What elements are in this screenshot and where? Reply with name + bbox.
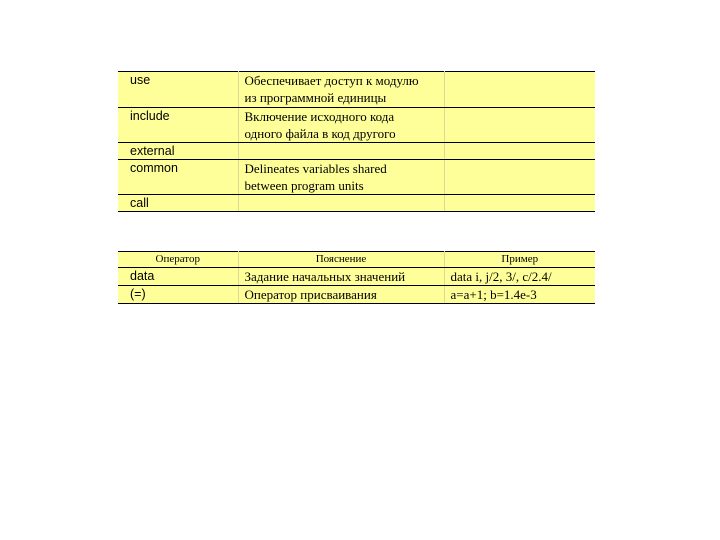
table-header-row xyxy=(118,252,595,268)
description-cell xyxy=(238,108,444,143)
example-cell xyxy=(444,72,595,108)
example-cell xyxy=(444,143,595,160)
table-row xyxy=(118,160,595,195)
column-header-operator: Оператор xyxy=(118,252,238,268)
table-row xyxy=(118,195,595,212)
description-line: Обеспечивает доступ к модулю xyxy=(244,73,419,88)
operator-cell: (=) xyxy=(118,286,238,304)
description-line: between program units xyxy=(244,178,364,193)
example-cell xyxy=(444,108,595,143)
description-line: Delineates variables shared xyxy=(244,161,387,176)
example-cell xyxy=(444,160,595,195)
description-cell: Оператор присваивания xyxy=(238,286,444,304)
operator-cell: common xyxy=(118,160,238,195)
statements-table-1 xyxy=(118,71,595,212)
description-cell xyxy=(238,195,444,212)
table-row xyxy=(118,72,595,108)
description-line: из программной единицы xyxy=(244,90,387,105)
description-line: Включение исходного кода xyxy=(244,109,395,124)
statements-table-2 xyxy=(118,251,595,304)
description-cell: Задание начальных значений xyxy=(238,268,444,286)
description-line: одного файла в код другого xyxy=(244,126,396,141)
description-cell xyxy=(238,160,444,195)
description-cell xyxy=(238,143,444,160)
operator-cell: external xyxy=(118,143,238,160)
operator-cell: use xyxy=(118,72,238,108)
operator-cell: data xyxy=(118,268,238,286)
column-header-description: Пояснение xyxy=(238,252,444,268)
description-cell xyxy=(238,72,444,108)
example-cell: data i, j/2, 3/, c/2.4/ xyxy=(444,268,595,286)
example-cell xyxy=(444,195,595,212)
table-row xyxy=(118,108,595,143)
table-row xyxy=(118,286,595,304)
table-row xyxy=(118,143,595,160)
operator-cell: include xyxy=(118,108,238,143)
table-row xyxy=(118,268,595,286)
column-header-example: Пример xyxy=(444,252,595,268)
example-cell: a=a+1; b=1.4e-3 xyxy=(444,286,595,304)
operator-cell: call xyxy=(118,195,238,212)
